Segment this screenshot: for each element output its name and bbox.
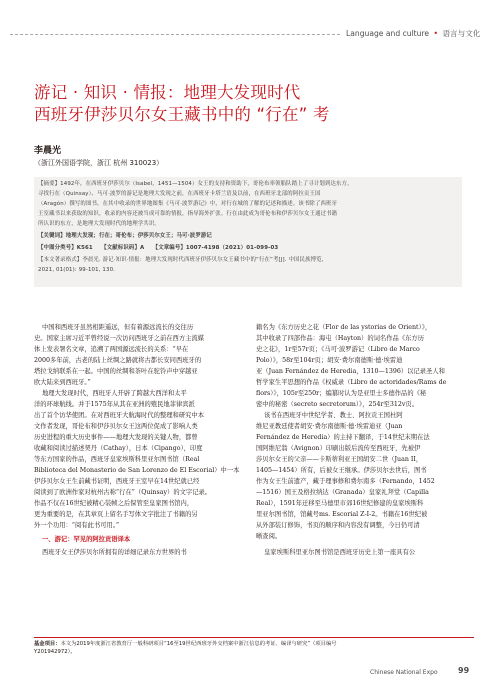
abstract-line: 王室藏书以来获取的知识，收录的内容还被当成可靠的情报，指导海外扩张。行在由此成为哥伦布和伊莎贝尔女王通过书籍 (38, 211, 338, 217)
funding-label: 基金项目： (34, 641, 61, 647)
body-line: 文作者发现，哥伦布和伊莎贝尔女王这两位促成了影响人类 (34, 423, 198, 430)
body-line: 亚（Juan Fernández de Heredia，1310—1396）以记录圣人和 (256, 368, 445, 375)
classification-line: 【中图分类号】K561 【文献标识码】A 【文章编号】1007-4198（2021）01-099-03 (38, 245, 279, 251)
article-title-line-2: 西班牙伊莎贝尔女王藏书中的 “行在” 考 (34, 105, 330, 124)
body-line: 西班牙女王伊莎贝尔所拥有的详细记录东方世界的书 (42, 549, 187, 556)
funding-text-cont: Y201942972）。 (34, 649, 76, 655)
body-line: 伊莎贝尔女王生前藏书证明，西班牙王室早在14世纪就已经 (34, 478, 200, 485)
section-header-zh: 语言与文化 (442, 29, 481, 38)
body-line: 外一个功用：“阅有此书可用。” (34, 522, 120, 529)
body-line: 该书在西班牙中世纪学者、教士、阿拉贡王国杜阿 (264, 412, 403, 419)
body-line: 作为女王生前遗产，藏于理事修和费尔南多（Fernando，1452 (256, 478, 435, 485)
body-line: 洋的环球航线。并于1575年从其在亚洲的殖民地菲律宾派 (34, 401, 195, 408)
funding-note (34, 640, 464, 656)
body-line: 哲学家生平思想的作品《权威录（Libro de actoridades/Rams de (256, 379, 447, 386)
header-divider (10, 34, 340, 35)
abstract-line: 寻找行在（Quinsay）、马可·波罗的游记是地理大发现之前，在西班牙卡塔兰语及以前，在西班牙北部的阿拉贡王国 (38, 191, 321, 197)
citation-format-line: 2021, 01(01): 99-101, 130. (38, 267, 116, 273)
abstract-box (34, 177, 462, 287)
abstract-line: 所认识的东方，是地理大发现时代的地理学共识。 (38, 221, 160, 227)
page-number: 99 (458, 666, 470, 675)
body-line: 从外部装订修饰，书页的顺序和内容没有调整，今日仍可清 (256, 522, 420, 529)
body-line: 史之花》，1r至57r页；《马可·波罗游记（Libro de Marco (256, 346, 420, 353)
body-line: 皇家埃斯科里亚尔图书馆是西班牙历史上第一座具有公 (264, 549, 416, 556)
body-line: 1405—1454）所有，后被女王继承。伊莎贝尔去世后，图书 (256, 467, 427, 474)
body-line: Real），1591年迁移至马德里市郊16世纪修建的皇家埃斯科 (256, 500, 424, 507)
abstract-line: （Aragón）撰写的图书，在其中收录的世界地图集《马可·波罗游记》中，对行在城的了解的记述和描述。该书除了西班牙 (38, 201, 338, 207)
header-separator: • (433, 29, 439, 38)
body-line: Polo）》，58r至104r页；胡安·费尔南德斯·德·埃雷迪 (256, 357, 403, 364)
abstract-line: 【摘要】1492年，在西班牙伊莎贝尔（Isabel，1451—1504）女王的支持和资助下，哥伦布率领船队踏上了寻计划到达东方， (38, 181, 353, 187)
body-line: —1516）国王及格拉纳达（Granada）皇家礼拜堂（Capilla (256, 489, 429, 496)
body-line: Fernández de Heredia）的主持下翻译，于14世纪末期在法 (256, 434, 430, 441)
author-affiliation: （浙江外国语学院，浙江 杭州 310023） (34, 159, 164, 167)
body-line: 2000多年前，古老的陆上丝绸之路就将古都长安同西班牙的 (34, 357, 202, 364)
body-line: 体上发表署名文章，追溯了两国源远流长的关系：“早在 (34, 346, 189, 353)
body-line: 收藏和阅读过描述契丹（Cathay），日本（Cipango），印度 (34, 445, 203, 452)
citation-format-line: 【本文著录格式】李晨光. 游记·知识·情报：地理大发现时代西班牙伊莎贝尔女王藏书中的“行在”考[J]. 中国民族博览, (38, 257, 324, 263)
body-line: 作品不仅在16世纪被精心装帧之后保管至皇家图书馆内， (34, 500, 194, 507)
journal-name: Chinese National Expo (370, 669, 438, 676)
body-line: 维尼亚教廷使者胡安·费尔南德斯·德·埃雷迪亚（Juan (256, 423, 403, 430)
section-header (346, 28, 480, 39)
body-line: 阅读到了欧洲作家对杭州古称“行在”（Quinsay）的文字记录。 (34, 489, 212, 496)
body-line: 密中的秘密（secreto secretorum）》，254r至312v页。 (256, 401, 418, 408)
body-line: 籍名为《东方历史之花（Flor de las ystorias de Orient）》， (256, 324, 432, 331)
body-line: 历史进程的重大历史事件——地理大发现的关键人物，都曾 (34, 434, 198, 441)
article-title-line-1: 游记 · 知识 · 情报：地理大发现时代 (34, 83, 301, 102)
body-line: 欧大陆来到西班牙。” (34, 379, 91, 386)
body-line: 其中收录了四部作品：海屯（Hayton）的词名作品《东方历 (256, 335, 425, 342)
body-line: 等东方国家的作品，西班牙皇家埃斯科里亚尔图书馆（Real (34, 456, 200, 463)
author-name: 李晨光 (34, 146, 62, 156)
body-line: 里亚尔图书馆，馆藏号ms. Escorial Z-I-2。书籍在16世纪被 (256, 511, 428, 518)
section-header-en: Language and culture (346, 29, 430, 38)
body-line: 莎贝尔女王的父亲——卡斯蒂利亚王国胡安二世（Juan II， (256, 456, 423, 463)
body-line: 塔拉戈纳联系在一起。中国的丝绸和茶叶在驼铃声中穿越亚 (34, 368, 198, 375)
body-line: 史。国家主席习近平曾经说一次访问西班牙之前在西方主流媒 (34, 335, 205, 342)
body-line: 出了首个访华使团。在对西班牙大航海时代的整理和研究中本 (34, 412, 205, 419)
keywords-line: 【关键词】地理大发现；行在；哥伦布；伊莎贝尔女王；马可·波罗游记 (38, 233, 212, 239)
body-line: 地理大发现时代，西班牙人开辟了跨越大西洋和太平 (42, 390, 187, 397)
funding-text: 本文为2019年度浙江省教育厅一般科研项目“16至19世纪西班牙外交档案中浙江信息的考证、编译与研究”（项目编号 (60, 641, 337, 647)
body-line: 更为重要的是，在其章页上留名手写体文字批注了书籍的另 (34, 511, 198, 518)
body-line: 中国和西班牙虽然相距遥远，但有着源远流长的交往历 (42, 324, 194, 331)
section-heading: 一、游记：罕见的阿拉贡语译本 (42, 536, 131, 543)
body-line: 晰查阅。 (256, 533, 282, 540)
body-line: flors）》，105r至250r；编纂时认为是亚里士多德作品的《秘 (256, 390, 427, 397)
footnote-divider (34, 637, 474, 638)
body-line: 国阿维尼翁（Avignon）印刷出版后流传至西班牙，先被伊 (256, 445, 421, 452)
body-line: Biblioteca del Monasterio de San Lorenzo de El Escorial）中一本 (34, 467, 240, 474)
